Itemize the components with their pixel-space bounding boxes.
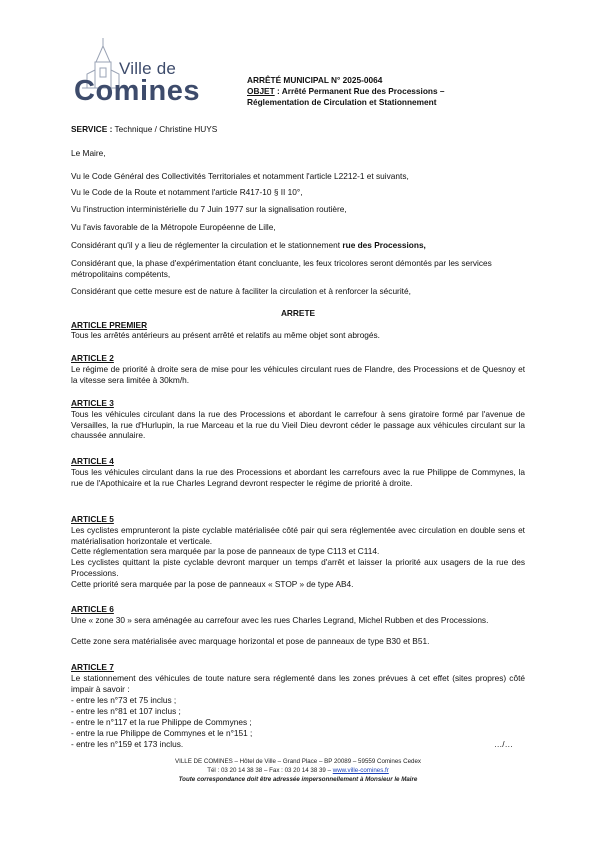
- article-3-title: ARTICLE 3: [71, 398, 114, 408]
- article-7-list-item: - entre la rue Philippe de Commynes et le n°151 ;: [71, 728, 253, 738]
- article-7-paragraph-1: Le stationnement des véhicules de toute nature sera réglementé dans les zones prévues à cet effet (sites propres) côté impair à savoir :: [71, 673, 525, 694]
- article-2-title: ARTICLE 2: [71, 353, 114, 363]
- article-2-text: Le régime de priorité à droite sera de mise pour les véhicules circulant rues de Flandre, des Processions et de Quesnoy et la vitesse sera limitée à 30km/h.: [71, 364, 525, 385]
- article-7-title: ARTICLE 7: [71, 662, 114, 672]
- vu-line-1: Vu le Code Général des Collectivités Territoriales et notamment l'article L2212-1 et suivants,: [71, 171, 409, 181]
- article-5-title: ARTICLE 5: [71, 514, 114, 524]
- decree-header: [247, 75, 537, 108]
- article-5-paragraph-4: Cette priorité sera marquée par la pose de panneaux « STOP » de type AB4.: [71, 579, 354, 589]
- article-4-title: ARTICLE 4: [71, 456, 114, 466]
- article-7-list-item: - entre les n°159 et 173 inclus.: [71, 739, 184, 749]
- article-1-title: ARTICLE PREMIER: [71, 320, 148, 330]
- considerant-3: Considérant que cette mesure est de nature à faciliter la circulation et à renforcer la sécurité,: [71, 286, 411, 296]
- vu-line-3: Vu l'instruction interministérielle du 7 Juin 1977 sur la signalisation routière,: [71, 204, 347, 214]
- footer-phone-fax: Tél : 03 20 14 38 38 – Fax : 03 20 14 38 39 –: [207, 767, 333, 774]
- article-7-list-item: - entre le n°117 et la rue Philippe de Commynes ;: [71, 717, 252, 727]
- service-value: Technique / Christine HUYS: [112, 124, 218, 134]
- vu-line-2: Vu le Code de la Route et notamment l'article R417-10 § II 10°,: [71, 187, 303, 197]
- article-7-list-item: - entre les n°81 et 107 inclus ;: [71, 706, 181, 716]
- footer-address: VILLE DE COMINES – Hôtel de Ville – Grand Place – BP 20089 – 59559 Comines Cedex: [174, 758, 422, 765]
- service-label: SERVICE :: [71, 124, 113, 134]
- considerant-2: Considérant que, la phase d'expérimentation étant concluante, les feux tricolores seront démontés par les services métropolitains compétents,: [71, 258, 492, 279]
- website-link[interactable]: www.ville-comines.fr: [332, 767, 389, 774]
- decree-title: ARRÊTÉ MUNICIPAL N° 2025-0064: [247, 75, 383, 85]
- considerant-1: [71, 240, 525, 251]
- decree-object-line2: Réglementation de Circulation et Stationnement: [247, 97, 437, 107]
- page-footer: [70, 757, 526, 784]
- article-1-text: Tous les arrêtés antérieurs au présent arrêté et relatifs au même objet sont abrogés.: [71, 330, 380, 340]
- logo-town-text: Ville de: [119, 59, 177, 78]
- vu-line-4: Vu l'avis favorable de la Métropole Européenne de Lille,: [71, 222, 276, 232]
- arrete-heading: ARRETE: [280, 308, 316, 318]
- article-5-paragraph-2: Cette réglementation sera marquée par la pose de panneaux de type C113 et C114.: [71, 546, 380, 556]
- footer-contact: [70, 766, 526, 775]
- article-5-paragraph-3: Les cyclistes quittant la piste cyclable devront marquer un temps d'arrêt et laisser la priorité aux usagers de la rue des Processions.: [71, 557, 525, 578]
- considerant-1-text: Considérant qu'il y a lieu de réglementer la circulation et le stationnement: [71, 240, 343, 250]
- article-6-title: ARTICLE 6: [71, 604, 114, 614]
- article-3-text: Tous les véhicules circulant dans la rue des Processions et abordant le carrefour à sens giratoire formé par l'avenue de Versailles, la rue d'Hurlupin, la rue Marceau et la rue du Vieil Dieu devront céder le passage aux véhicules circulant sur la chaussée annulaire.: [71, 409, 525, 440]
- decree-object: [247, 86, 537, 97]
- article-4-text: Tous les véhicules circulant dans la rue des Processions et abordant les carrefours avec la rue Philippe de Commynes, la rue de l'Apothicaire et la rue Charles Legrand devront respecter le régime de priorité à droite.: [71, 467, 525, 488]
- footer-notice: Toute correspondance doit être adressée impersonnellement à Monsieur le Maire: [178, 776, 418, 783]
- service-line: [71, 124, 525, 135]
- article-7-list-item: - entre les n°73 et 75 inclus ;: [71, 695, 177, 705]
- considerant-1-street: rue des Processions,: [342, 240, 426, 250]
- article-6-paragraph-2: Cette zone sera matérialisée avec marquage horizontal et pose de panneaux de type B30 et B51.: [71, 636, 430, 646]
- object-text: : Arrêté Permanent Rue des Processions –: [274, 86, 445, 96]
- continued-marker: …/…: [494, 739, 513, 749]
- article-6-paragraph-1: Une « zone 30 » sera aménagée au carrefour avec les rues Charles Legrand, Michel Rubben et des Processions.: [71, 615, 489, 625]
- object-label: OBJET: [247, 86, 275, 96]
- city-logo: [70, 38, 200, 120]
- article-5-paragraph-1: Les cyclistes emprunteront la piste cyclable matérialisée côté pair qui sera réglementée avec circulation en double sens et matérialisation horizontale et verticale.: [71, 525, 525, 546]
- logo-name-text: Comines: [74, 75, 200, 107]
- maire-line: Le Maire,: [71, 148, 106, 158]
